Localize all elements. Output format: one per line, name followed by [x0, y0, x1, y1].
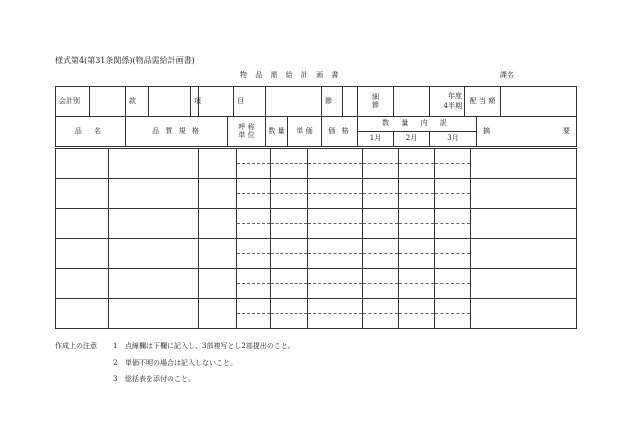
entry-cell-lower[interactable]: [363, 224, 399, 239]
entry-cell[interactable]: [56, 149, 109, 179]
col-header-unit: 呼 称 単 位: [228, 117, 266, 147]
division-name-label: 課名: [500, 71, 514, 79]
document-title: 物 品 需 給 計 画 書: [240, 71, 342, 79]
requisition-plan-table: [55, 86, 577, 147]
col-header-unit-price: 単 価: [288, 117, 322, 147]
entry-cell-lower[interactable]: [237, 224, 271, 239]
section-value-cell[interactable]: [149, 87, 191, 117]
entry-cell-upper[interactable]: [271, 299, 308, 314]
clause-label: 節: [322, 87, 343, 117]
table-row: [56, 239, 577, 254]
entry-cell[interactable]: [199, 299, 237, 329]
col-header-quantity: 数 量: [266, 117, 288, 147]
entry-cell[interactable]: [109, 149, 199, 179]
entry-cell-lower[interactable]: [308, 254, 363, 269]
entry-cell-upper[interactable]: [271, 269, 308, 284]
entry-cell-lower[interactable]: [308, 314, 363, 329]
entry-cell[interactable]: [109, 179, 199, 209]
allocation-label: 配 当 額: [465, 87, 501, 117]
entry-cell-lower[interactable]: [435, 164, 471, 179]
item-label: 項: [191, 87, 199, 117]
entry-cell-upper[interactable]: [435, 179, 471, 194]
col-header-remarks: 摘 要: [477, 117, 577, 147]
entry-cell[interactable]: [109, 209, 199, 239]
col-header-breakdown: 数 量 内 訳: [358, 117, 477, 132]
entry-cell-upper[interactable]: [399, 269, 435, 284]
sub-item-value-cell[interactable]: [266, 87, 322, 117]
entry-cell-upper[interactable]: [363, 149, 399, 164]
account-row: [56, 87, 577, 117]
note-item-1: 作成上の注意 1 点線欄は下欄に記入し、3部複写とし2部提出のこと。: [55, 342, 295, 350]
account-label: 会計別: [56, 87, 90, 117]
entry-cell-lower[interactable]: [399, 164, 435, 179]
allocation-value-cell[interactable]: [501, 87, 577, 117]
entry-cell-upper[interactable]: [237, 299, 271, 314]
entry-cell-upper[interactable]: [363, 239, 399, 254]
entry-cell-upper[interactable]: [399, 149, 435, 164]
account-value-cell[interactable]: [90, 87, 126, 117]
entry-cell[interactable]: [109, 239, 199, 269]
entry-cell-upper[interactable]: [237, 269, 271, 284]
form-number-label: 様式第4(第31条関係)(物品需給計画書): [55, 56, 195, 65]
entry-cell-upper[interactable]: [399, 299, 435, 314]
entry-cell[interactable]: [56, 269, 109, 299]
entry-cell[interactable]: [56, 299, 109, 329]
entry-cell-lower[interactable]: [363, 284, 399, 299]
entry-cell[interactable]: [471, 179, 577, 209]
entry-cell[interactable]: [56, 179, 109, 209]
clause-value-cell[interactable]: [343, 87, 358, 117]
entry-cell-upper[interactable]: [435, 239, 471, 254]
entry-cell-lower[interactable]: [435, 194, 471, 209]
entry-cell-lower[interactable]: [308, 164, 363, 179]
entry-cell-upper[interactable]: [399, 209, 435, 224]
entry-cell[interactable]: [199, 209, 237, 239]
entry-cell-upper[interactable]: [237, 209, 271, 224]
entry-cell[interactable]: [471, 239, 577, 269]
entry-cell-lower[interactable]: [237, 164, 271, 179]
entry-cell-lower[interactable]: [435, 284, 471, 299]
detail-clause-label: 細 節: [358, 87, 394, 117]
entry-cell-lower[interactable]: [237, 254, 271, 269]
entry-cell-lower[interactable]: [399, 224, 435, 239]
column-header-row-1: [56, 117, 577, 132]
entry-cell-lower[interactable]: [271, 224, 308, 239]
entry-cell-upper[interactable]: [363, 209, 399, 224]
entry-cell-upper[interactable]: [435, 299, 471, 314]
col-header-month-2: 2月: [394, 132, 430, 147]
entry-cell-upper[interactable]: [308, 149, 363, 164]
sub-item-label: 目: [234, 87, 266, 117]
entry-cell-lower[interactable]: [363, 254, 399, 269]
col-header-month-1: 1月: [358, 132, 394, 147]
note-item-2: 2 単価不明の場合は記入しないこと。: [113, 359, 237, 367]
entry-cell-upper[interactable]: [237, 149, 271, 164]
entry-cell[interactable]: [199, 149, 237, 179]
entry-cell-upper[interactable]: [363, 179, 399, 194]
entry-cell-lower[interactable]: [308, 284, 363, 299]
entry-cell-lower[interactable]: [363, 194, 399, 209]
entry-cell-lower[interactable]: [435, 224, 471, 239]
item-value-cell[interactable]: [199, 87, 234, 117]
entry-cell[interactable]: [199, 239, 237, 269]
entry-cell-lower[interactable]: [435, 314, 471, 329]
entry-cell[interactable]: [56, 209, 109, 239]
entry-cell-lower[interactable]: [271, 314, 308, 329]
entry-cell[interactable]: [471, 299, 577, 329]
entry-cell-upper[interactable]: [308, 299, 363, 314]
entry-cell-upper[interactable]: [363, 269, 399, 284]
entry-cell-lower[interactable]: [271, 164, 308, 179]
entry-cell-lower[interactable]: [399, 314, 435, 329]
entry-cell-upper[interactable]: [237, 239, 271, 254]
entry-cell-upper[interactable]: [308, 269, 363, 284]
entry-cell-upper[interactable]: [435, 209, 471, 224]
entry-cell-upper[interactable]: [435, 269, 471, 284]
entry-cell-lower[interactable]: [399, 194, 435, 209]
entry-cell-upper[interactable]: [308, 179, 363, 194]
entry-cell-upper[interactable]: [271, 149, 308, 164]
table-row: [56, 269, 577, 284]
entry-cell-lower[interactable]: [271, 284, 308, 299]
entry-cell-lower[interactable]: [237, 194, 271, 209]
entry-cell-lower[interactable]: [237, 284, 271, 299]
entry-cell-lower[interactable]: [308, 224, 363, 239]
entry-cell[interactable]: [109, 269, 199, 299]
entry-cell-upper[interactable]: [237, 179, 271, 194]
table-row: [56, 209, 577, 224]
detail-clause-value-cell[interactable]: [394, 87, 430, 117]
table-row: [56, 179, 577, 194]
col-header-quality: 品 質 規 格: [126, 117, 228, 147]
entry-cell-lower[interactable]: [271, 254, 308, 269]
notes-label: 作成上の注意: [55, 342, 97, 350]
entry-cell[interactable]: [471, 209, 577, 239]
note-item-3: 3 総括表を添付のこと。: [113, 375, 195, 383]
entry-cell-upper[interactable]: [435, 149, 471, 164]
col-header-name: 品 名: [56, 117, 126, 147]
table-row: [56, 149, 577, 164]
entry-cell-lower[interactable]: [237, 314, 271, 329]
entry-cell-lower[interactable]: [399, 284, 435, 299]
entry-cell-upper[interactable]: [271, 209, 308, 224]
col-header-price: 価 格: [322, 117, 358, 147]
entry-cell[interactable]: [199, 269, 237, 299]
entry-cell[interactable]: [471, 269, 577, 299]
entry-cell-lower[interactable]: [271, 194, 308, 209]
entry-cell-upper[interactable]: [363, 299, 399, 314]
year-quarter-cell[interactable]: 年度 4半期: [430, 87, 465, 117]
col-header-month-3: 3月: [430, 132, 477, 147]
entry-cell-lower[interactable]: [308, 194, 363, 209]
entry-cell-lower[interactable]: [363, 164, 399, 179]
entry-cell-lower[interactable]: [363, 314, 399, 329]
entry-cell[interactable]: [109, 299, 199, 329]
entry-cell-upper[interactable]: [308, 209, 363, 224]
entry-cell[interactable]: [199, 179, 237, 209]
entry-cell[interactable]: [56, 239, 109, 269]
requisition-plan-body: [55, 148, 577, 329]
entry-cell-upper[interactable]: [399, 179, 435, 194]
section-label: 款: [126, 87, 149, 117]
entry-cell-lower[interactable]: [435, 254, 471, 269]
entry-cell-lower[interactable]: [399, 254, 435, 269]
entry-cell-upper[interactable]: [271, 179, 308, 194]
entry-cell-upper[interactable]: [308, 239, 363, 254]
entry-cell-upper[interactable]: [271, 239, 308, 254]
entry-cell-upper[interactable]: [399, 239, 435, 254]
table-row: [56, 299, 577, 314]
entry-cell[interactable]: [471, 149, 577, 179]
